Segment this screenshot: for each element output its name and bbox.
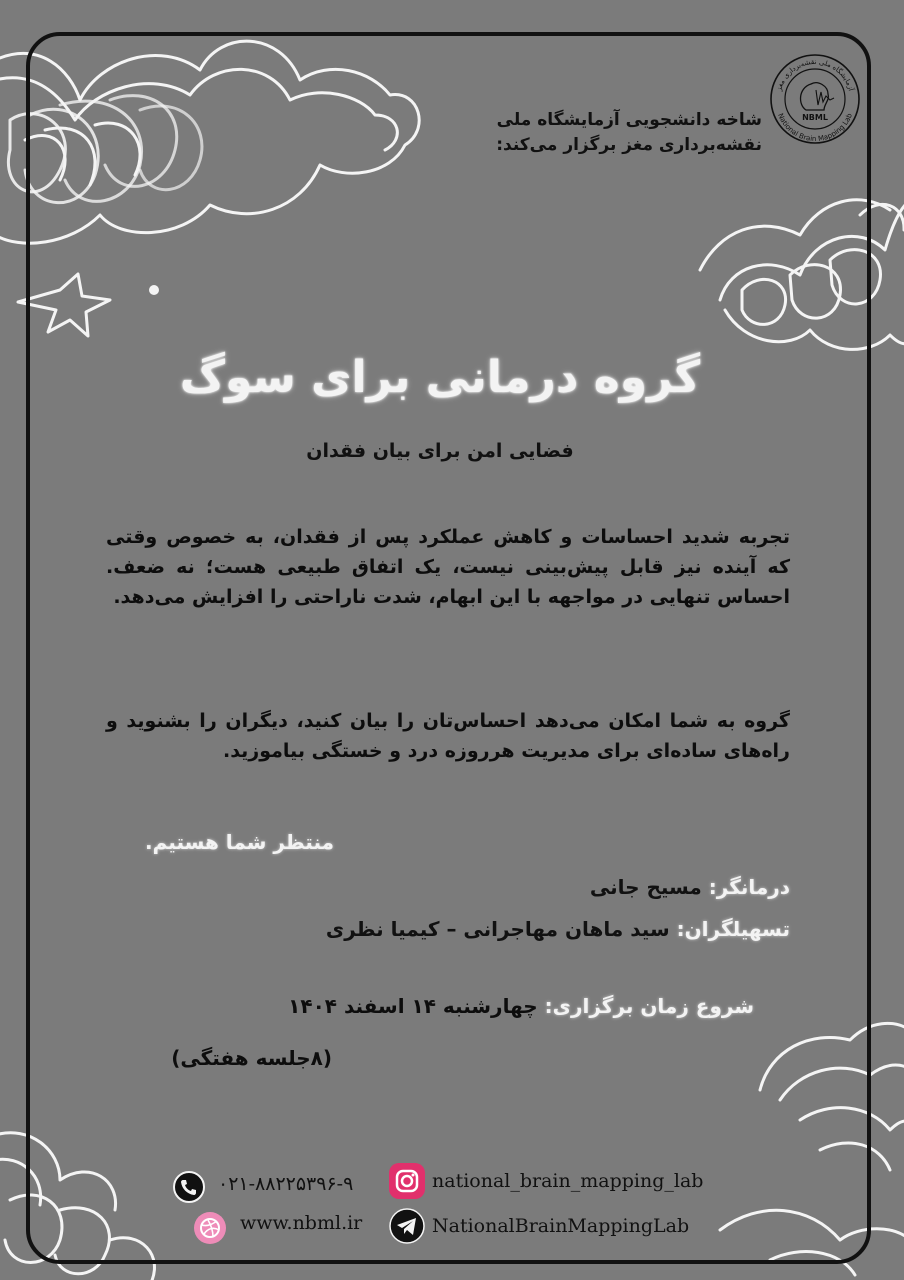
poster-subtitle: فضایی امن برای بیان فقدان: [306, 440, 574, 462]
poster-title: گروه درمانی برای سوگ: [179, 352, 701, 403]
therapist-name: مسیح جانی: [589, 875, 702, 899]
organizer-line-2: نقشه‌برداری مغز برگزار می‌کند:: [496, 135, 762, 155]
therapist-label: درمانگر:: [708, 875, 790, 899]
poster-frame: [26, 32, 871, 1264]
description-paragraph-1: تجربه شدید احساسات و کاهش عملکرد پس از فقدان، به خصوص وقتی که آینده نیز قابل پیش‌بینی نیست، یک اتفاق طبیعی هست؛ نه ضعف. احساس تنهایی در مواجهه با این ابهام، شدت ناراحتی را افزایش می‌دهد.: [106, 526, 790, 608]
therapist-line: [590, 875, 790, 899]
facilitators-line: [326, 917, 790, 941]
website-link[interactable]: www.nbml.ir: [240, 1212, 363, 1234]
logo-ring-fa: آزمایشگاه ملی نقشه‌برداری مغز: [775, 57, 855, 92]
organizer-text: [402, 108, 762, 158]
organizer-line-1: شاخه دانشجویی آزمایشگاه ملی: [496, 110, 762, 130]
telegram-handle[interactable]: NationalBrainMappingLab: [432, 1215, 690, 1237]
instagram-icon: [388, 1162, 426, 1200]
dribbble-icon: [192, 1210, 228, 1246]
telegram-icon: [388, 1207, 426, 1245]
facilitators-names: سید ماهان مهاجرانی – کیمیا نظری: [325, 917, 670, 941]
description-paragraph-2: گروه به شما امکان می‌دهد احساس‌تان را بیان کنید، دیگران را بشنوید و راه‌های ساده‌ای برای مدیریت هرروزه درد و خستگی بیاموزید.: [106, 710, 790, 762]
start-line: [288, 994, 754, 1018]
instagram-handle[interactable]: national_brain_mapping_lab: [432, 1170, 704, 1192]
start-date: چهارشنبه ۱۴ اسفند ۱۴۰۴: [288, 994, 538, 1018]
brain-logo-icon: [766, 50, 864, 148]
start-label: شروع زمان برگزاری:: [544, 994, 754, 1018]
sessions-count: (۸جلسه هفتگی): [171, 1046, 332, 1070]
waiting-message: منتظر شما هستیم.: [145, 830, 334, 854]
logo-text: NBML: [802, 113, 828, 122]
phone-icon: [172, 1170, 206, 1204]
logo-ring-en: National Brain Mapping Lab: [776, 112, 854, 144]
facilitators-label: تسهیلگران:: [676, 917, 790, 941]
phone-number[interactable]: ۰۲۱-۸۸۲۲۵۳۹۶-۹: [218, 1173, 354, 1195]
